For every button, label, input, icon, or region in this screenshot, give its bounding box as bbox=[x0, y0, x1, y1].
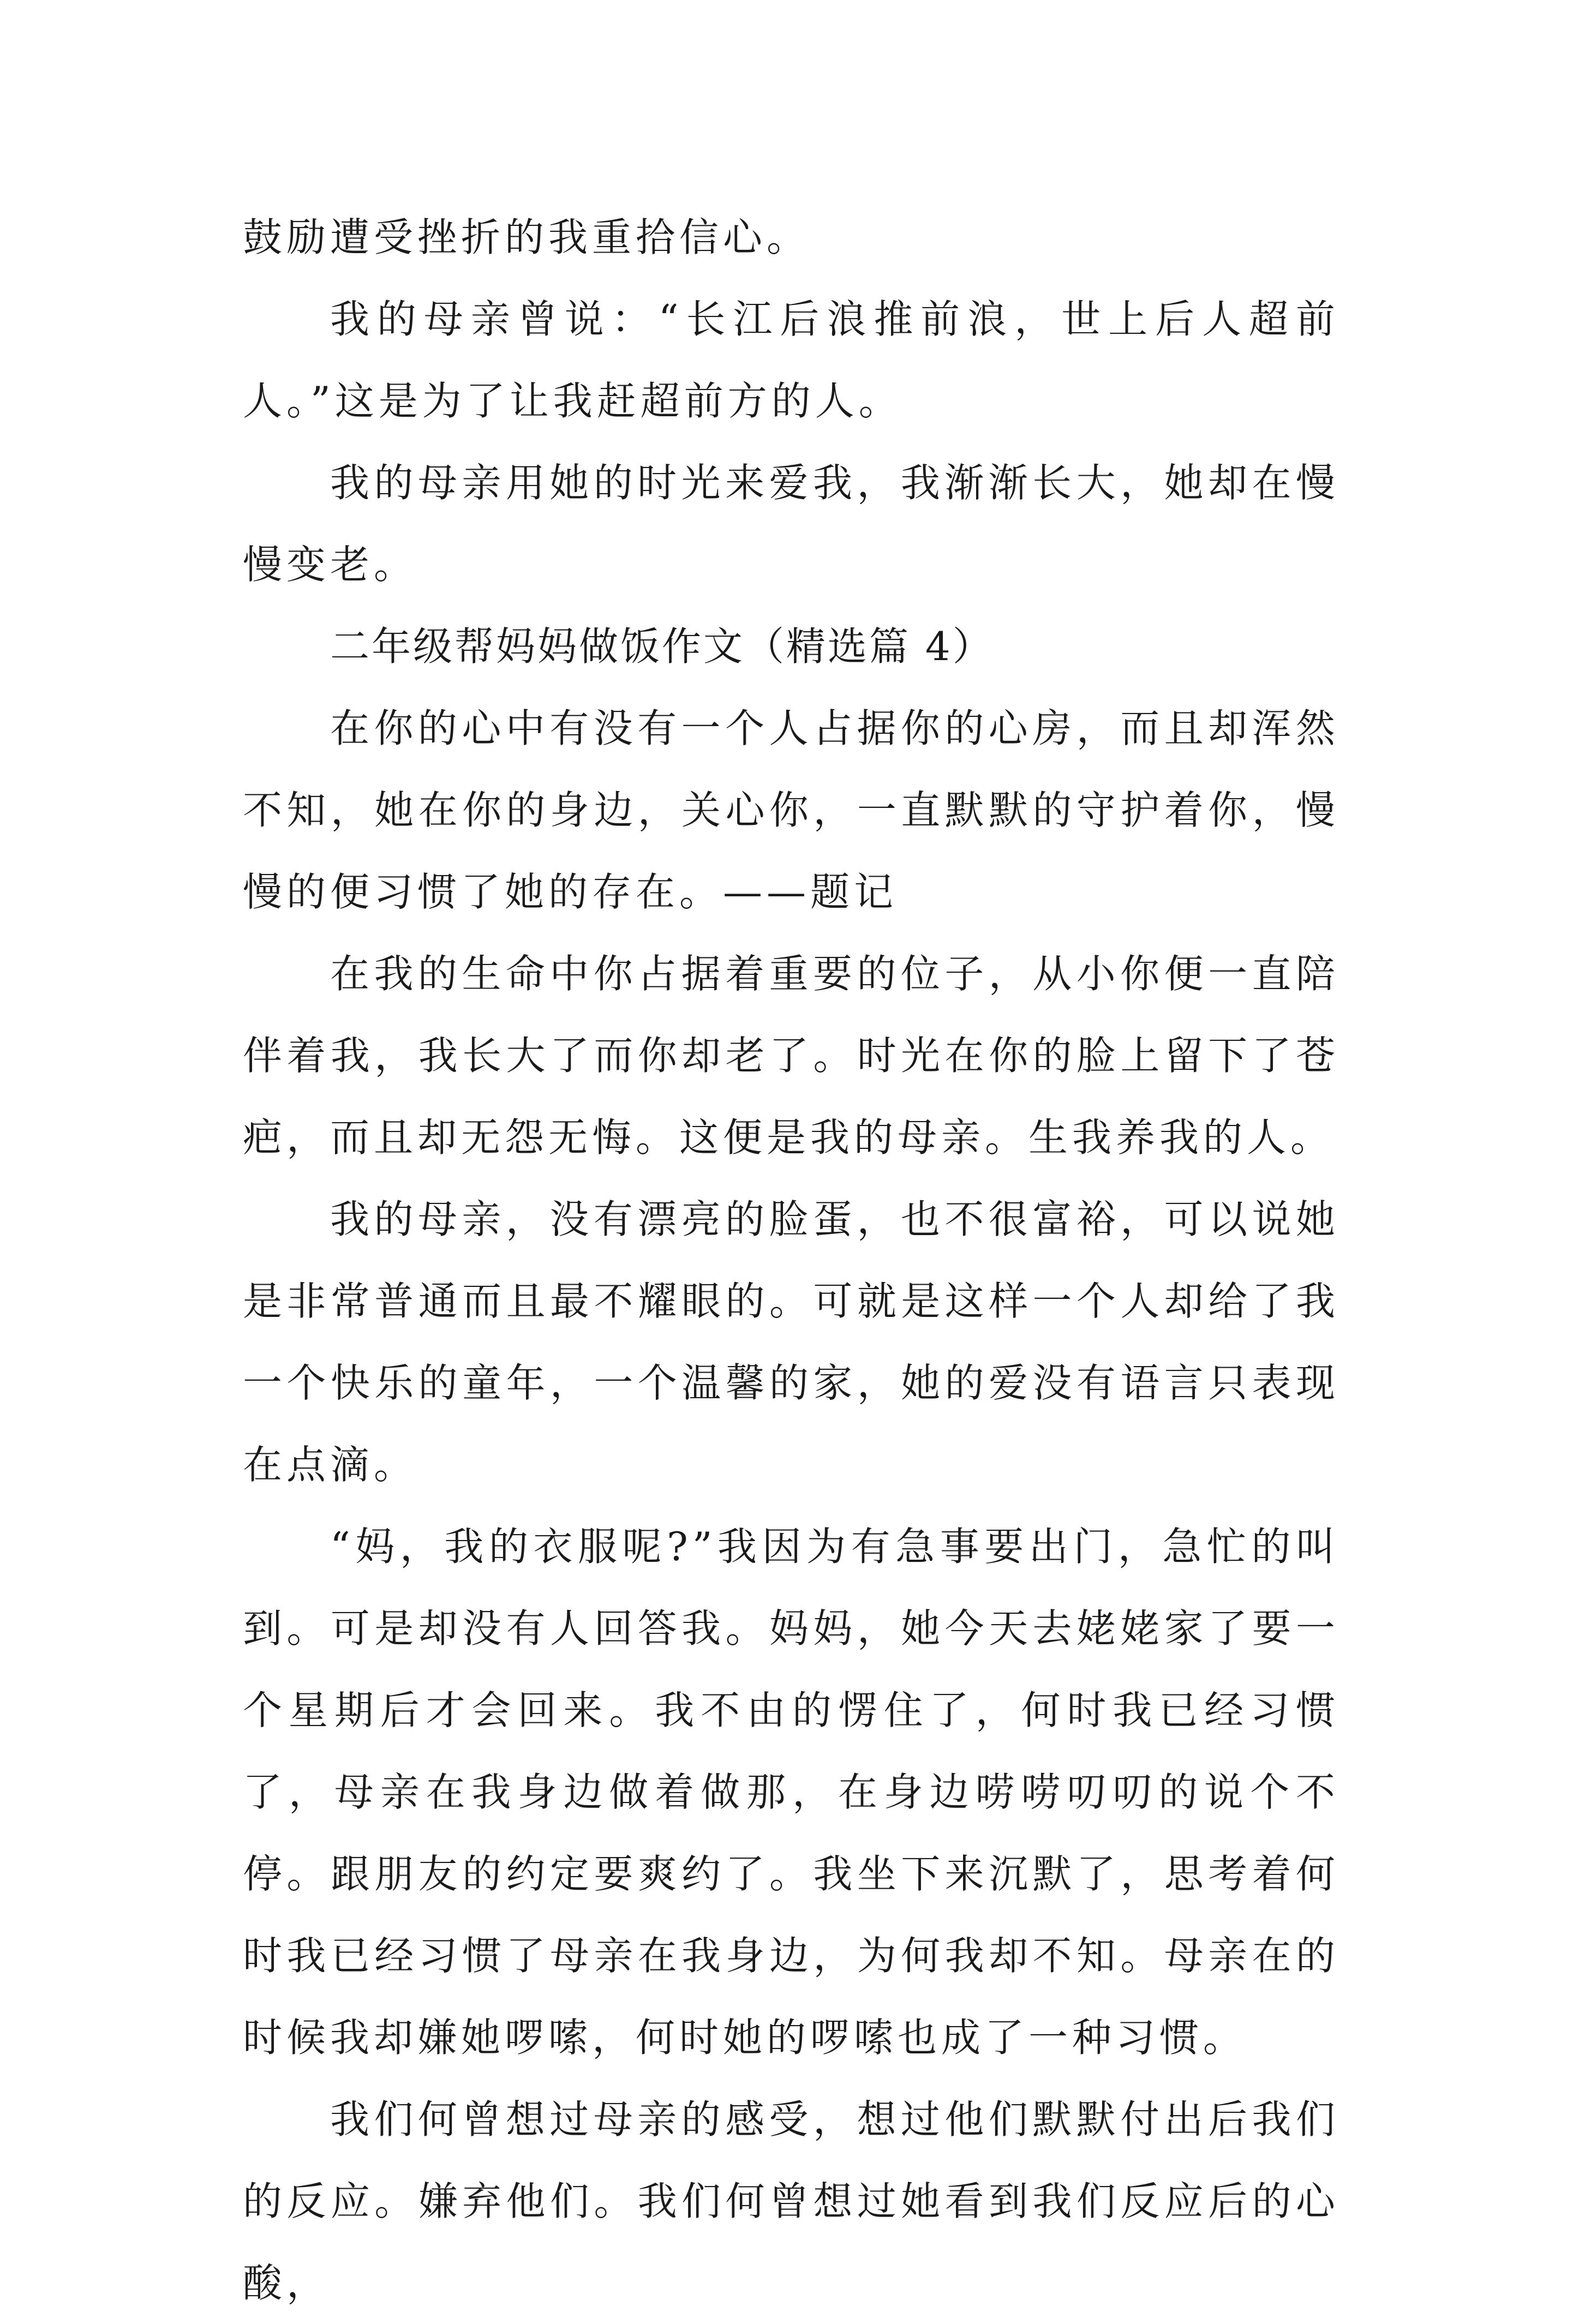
paragraph-2: 我的母亲曾说：“长江后浪推前浪，世上后人超前人。”这是为了让我赶超前方的人。 bbox=[243, 296, 1339, 424]
paragraph-6: 在我的生命中你占据着重要的位子，从小你便一直陪伴着我，我长大了而你却老了。时光在你的脸上留下了苍疤，而且却无怨无悔。这便是我的母亲。生我养我的人。 bbox=[243, 951, 1339, 1160]
document-body bbox=[243, 196, 1339, 2324]
paragraph-1: 鼓励遭受挫折的我重拾信心。 bbox=[243, 214, 811, 260]
paragraph-9: 我们何曾想过母亲的感受，想过他们默默付出后我们的反应。嫌弃他们。我们何曾想过她看到我们反应后的心酸， bbox=[243, 2097, 1339, 2306]
paragraph-3: 我的母亲用她的时光来爱我，我渐渐长大，她却在慢慢变老。 bbox=[243, 460, 1339, 588]
paragraph-8: “妈，我的衣服呢?”我因为有急事要出门，急忙的叫到。可是却没有人回答我。妈妈，她今天去姥姥家了要一个星期后才会回来。我不由的愣住了，何时我已经习惯了，母亲在我身边做着做那，在身边唠唠叨叨的说个不停。跟朋友的约定要爽约了。我坐下来沉默了，思考着何时我已经习惯了母亲在我身边，为何我却不知。母亲在的时候我却嫌她啰嗦，何时她的啰嗦也成了一种习惯。 bbox=[243, 1524, 1339, 2061]
paragraph-7: 我的母亲，没有漂亮的脸蛋，也不很富裕，可以说她是非常普通而且最不耀眼的。可就是这样一个人却给了我一个快乐的童年，一个温馨的家，她的爱没有语言只表现在点滴。 bbox=[243, 1196, 1339, 1488]
section-heading: 二年级帮妈妈做饭作文（精选篇 4） bbox=[330, 624, 994, 669]
paragraph-5: 在你的心中有没有一个人占据你的心房，而且却浑然不知，她在你的身边，关心你，一直默默的守护着你，慢慢的便习惯了她的存在。——题记 bbox=[243, 705, 1339, 915]
